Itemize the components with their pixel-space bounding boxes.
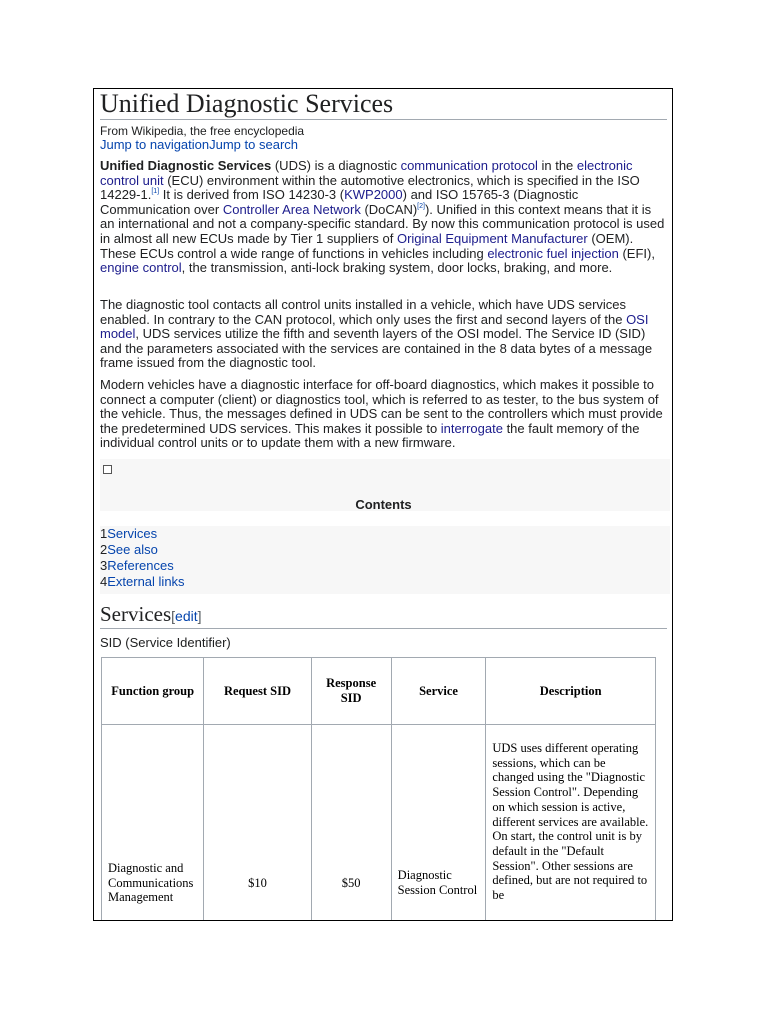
link-engine-control[interactable]: engine control (100, 260, 182, 276)
intro-paragraph (100, 159, 667, 276)
edit-bracket: [edit] (171, 608, 202, 624)
bold-term: Unified Diagnostic Services (100, 158, 272, 173)
modern-vehicles-paragraph (100, 378, 667, 451)
toc-number: 3 (100, 558, 108, 573)
text: in the (537, 158, 577, 173)
header-function-group: Function group (102, 658, 204, 725)
text: , the transmission, anti-lock braking system, door locks, braking, and more. (181, 260, 613, 276)
toc-title: Contents (355, 497, 412, 512)
header-request-sid: Request SID (204, 658, 311, 725)
text: (DoCAN) (360, 201, 418, 217)
link-osi-model[interactable]: OSI model (100, 311, 649, 342)
section-title: Services (100, 602, 172, 626)
toc-item[interactable] (100, 542, 670, 558)
text: (UDS) is a diagnostic (271, 158, 401, 173)
table-header-row (102, 658, 656, 725)
toc-number: 4 (100, 574, 108, 589)
text: ). Unified in this context means that it is an international and not a company-specific standard. By now this communication protocol is used in almost all new ECUs made by Tier 1 suppliers of (100, 201, 665, 246)
jump-to-search-link[interactable]: Jump to search (209, 137, 298, 152)
site-tagline: From Wikipedia, the free encyclopedia (100, 124, 305, 138)
header-description: Description (486, 658, 656, 725)
link-original-equipment-manufacturer[interactable]: Original Equipment Manufacturer (396, 230, 588, 246)
page-title: Unified Diagnostic Services (100, 89, 667, 120)
reference-2[interactable]: [2] (417, 202, 425, 210)
toc-item[interactable] (100, 558, 670, 574)
text: Modern vehicles have a diagnostic interface for off-board diagnostics, which makes it possible to connect a computer (client) or diagnostics tool, which is referred to as tester, to the bus system of the vehicle. Thus, the messages defined in UDS can be sent to the controllers which must provide the predetermined UDS services. This makes it possible to (100, 377, 663, 436)
jump-links (100, 137, 298, 152)
cell-service: Diagnostic Session Control (391, 725, 486, 922)
edit-section-link[interactable]: edit (175, 608, 198, 624)
text: ) and ISO 15765-3 (Diagnostic Communication over (100, 187, 579, 217)
toc-number: 1 (100, 526, 108, 541)
link-kwp2000[interactable]: KWP2000 (344, 187, 403, 203)
link-communication-protocol[interactable]: communication protocol (400, 158, 538, 173)
services-table (101, 657, 656, 921)
link-electronic-control-unit[interactable]: electronic control unit (100, 158, 633, 188)
text: (ECU) environment within the automotive electronics, which is specified in the ISO 14229-1. (100, 172, 640, 203)
cell-description: UDS uses different operating sessions, which can be changed using the "Diagnostic Session Control". Depending on which session is active, different services are available. On start, the control unit is by default in the "Default Session". Other sessions are defined, but are not required to be (486, 725, 656, 922)
cell-request-sid: $10 (204, 725, 311, 922)
toc-list (100, 526, 670, 594)
toc-link-services[interactable]: Services (107, 526, 158, 541)
link-electronic-fuel-injection[interactable]: electronic fuel injection (487, 245, 619, 261)
cell-response-sid: $50 (311, 725, 391, 922)
toc-link-external-links[interactable]: External links (107, 574, 185, 589)
link-interrogate[interactable]: interrogate (440, 420, 503, 436)
jump-to-navigation-link[interactable]: Jump to navigation (100, 137, 210, 152)
toc-number: 2 (100, 542, 108, 557)
section-heading-services (100, 601, 667, 629)
toc-link-references[interactable]: References (107, 558, 174, 573)
toc-link-see-also[interactable]: See also (107, 542, 158, 557)
table-row (102, 725, 656, 922)
table-caption: SID (Service Identifier) (100, 635, 231, 650)
header-service: Service (391, 658, 486, 725)
toc-toggle-checkbox[interactable] (103, 465, 112, 474)
header-response-sid: Response SID (311, 658, 391, 725)
diagnostic-tool-paragraph (100, 298, 667, 371)
text: The diagnostic tool contacts all control units installed in a vehicle, which have UDS services enabled. In contrary to the CAN protocol, which only uses the first and second layers of the (100, 297, 627, 327)
article-content (100, 89, 667, 920)
toc-item[interactable] (100, 574, 670, 590)
reference-1[interactable]: [1] (151, 188, 160, 196)
text: the fault memory of the individual control units or to update them with a new firmware. (100, 420, 640, 451)
link-controller-area-network[interactable]: Controller Area Network (222, 201, 361, 217)
article-page (93, 88, 673, 921)
toc-item[interactable] (100, 526, 670, 542)
text: It is derived from ISO 14230-3 ( (159, 187, 345, 203)
cell-function-group: Diagnostic and Communications Management (102, 725, 204, 922)
text: (EFI), (618, 245, 655, 261)
text: (OEM). These ECUs control a wide range of functions in vehicles including (100, 230, 634, 261)
text: , UDS services utilize the fifth and seventh layers of the OSI model. The Service ID (SID) and the parameters associated with the services are contained in the 8 data bytes of a message frame issued from the diagnostic tool. (100, 326, 653, 371)
